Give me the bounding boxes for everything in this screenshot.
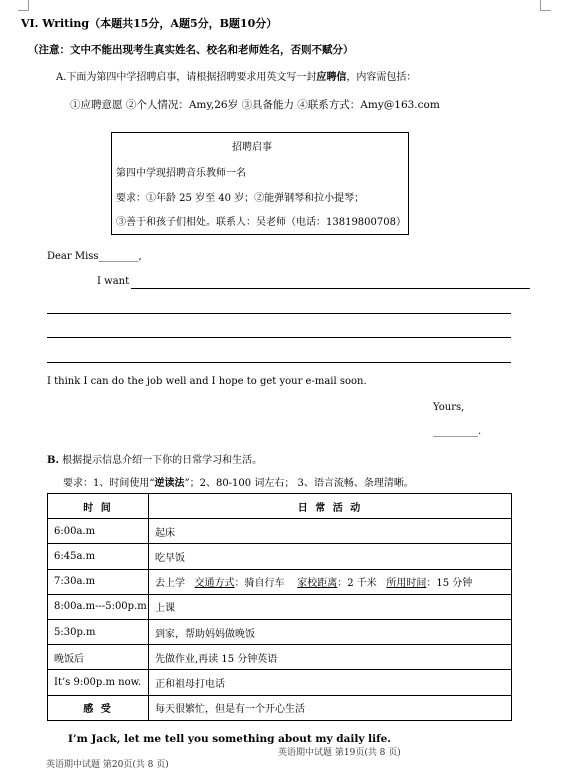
header-activity: 日 常 活 动: [149, 494, 512, 519]
table-row: [48, 544, 512, 569]
footer-page-right: 英语期中试题 第19页(共 8 页): [278, 748, 401, 758]
notice-text: （注意：文中不能出现考生真实姓名、校名和老师姓名，否则不赋分）: [28, 44, 354, 56]
section-title: VI. Writing（本题共15分，A题5分，B题10分）: [21, 17, 278, 30]
row-activity: 起床: [149, 519, 512, 544]
activity-go-school: 去上学: [155, 578, 185, 590]
req-pre: 要求：1、时间使用“: [63, 478, 155, 489]
yours-text: Yours,: [433, 402, 465, 413]
table-row: [48, 594, 512, 619]
signature-blank: _________.: [433, 426, 482, 437]
row-time: 8:00a.m---5:00p.m: [48, 594, 149, 619]
row-activity: [149, 569, 512, 594]
label-transport: 交通方式: [194, 578, 235, 590]
instruction-pre: A.下面为第四中学招聘启事，请根据招聘要求用英文写一封: [56, 72, 317, 83]
table-row: [48, 569, 512, 594]
box-line-1: 第四中学现招聘音乐教师一名: [116, 168, 246, 179]
req-bold: 逆读法: [154, 478, 185, 489]
i-want-text: I want: [97, 276, 130, 287]
value-distance: ：2 千米: [337, 578, 377, 590]
opening-line: I’m Jack, let me tell you something about my daily life.: [68, 733, 391, 745]
row-activity: 吃早饭: [149, 544, 512, 569]
value-transport: ：骑自行车: [234, 578, 285, 590]
table-header-row: [48, 494, 512, 519]
crop-mark-top-left: [18, 0, 29, 11]
req-post: ”；2、80-100 词左右； 3、语言流畅、条理清晰。: [184, 478, 414, 489]
box-line-2: 要求：①年龄 25 岁至 40 岁；②能弹钢琴和拉小提琴；: [116, 193, 365, 204]
table-row: [48, 695, 512, 720]
writing-line-2[interactable]: [47, 313, 511, 314]
table-row: [48, 645, 512, 670]
table-row: [48, 619, 512, 644]
instruction-bold: 应聘信: [316, 72, 347, 83]
row-activity: 先做作业,再读 15 分钟英语: [149, 645, 512, 670]
writing-line-4[interactable]: [47, 362, 511, 363]
closing-sentence: I think I can do the job well and I hope to get your e-mail soon.: [47, 376, 367, 387]
instruction-post: ，内容需包括：: [346, 72, 417, 83]
daily-schedule-table: [47, 493, 512, 721]
label-distance: 家校距离: [297, 578, 338, 590]
row-time: It’s 9:00p.m now.: [48, 670, 149, 695]
part-b-text: 根据提示信息介绍一下你的日常学习和生活。: [62, 455, 263, 466]
row-time: 6:00a.m: [48, 519, 149, 544]
greeting: Dear Miss________,: [47, 251, 142, 262]
writing-line-3[interactable]: [47, 337, 511, 338]
content-points: ①应聘意愿 ②个人情况：Amy,26岁 ③具备能力 ④联系方式：Amy@163.com: [70, 99, 440, 111]
part-a-instruction: [56, 68, 416, 83]
row-time: 6:45a.m: [48, 544, 149, 569]
table-row: [48, 519, 512, 544]
row-time: 7:30a.m: [48, 569, 149, 594]
box-title: 招聘启事: [232, 142, 272, 153]
header-time: 时 间: [48, 494, 149, 519]
writing-line-1[interactable]: [131, 288, 530, 289]
row-activity: 上课: [149, 594, 512, 619]
part-b-title: [47, 451, 262, 466]
row-activity: 每天很繁忙，但是有一个开心生活: [149, 695, 512, 720]
row-time: 5:30p.m: [48, 619, 149, 644]
row-time: 晚饭后: [48, 645, 149, 670]
row-feeling-label: 感 受: [48, 695, 149, 720]
row-activity: 正和祖母打电话: [149, 670, 512, 695]
crop-mark-top-right: [540, 0, 551, 11]
box-line-3: ③善于和孩子们相处。联系人：吴老师（电话：13819800708）: [116, 217, 406, 228]
row-activity: 到家，帮助妈妈做晚饭: [149, 619, 512, 644]
footer-page-left: 英语期中试题 第20页(共 8 页): [46, 760, 169, 770]
part-b-label: B.: [47, 455, 59, 466]
table-row: [48, 670, 512, 695]
value-time-used: ：15 分钟: [426, 578, 473, 590]
part-b-requirements: [63, 474, 414, 489]
label-time-used: 所用时间: [386, 578, 427, 590]
